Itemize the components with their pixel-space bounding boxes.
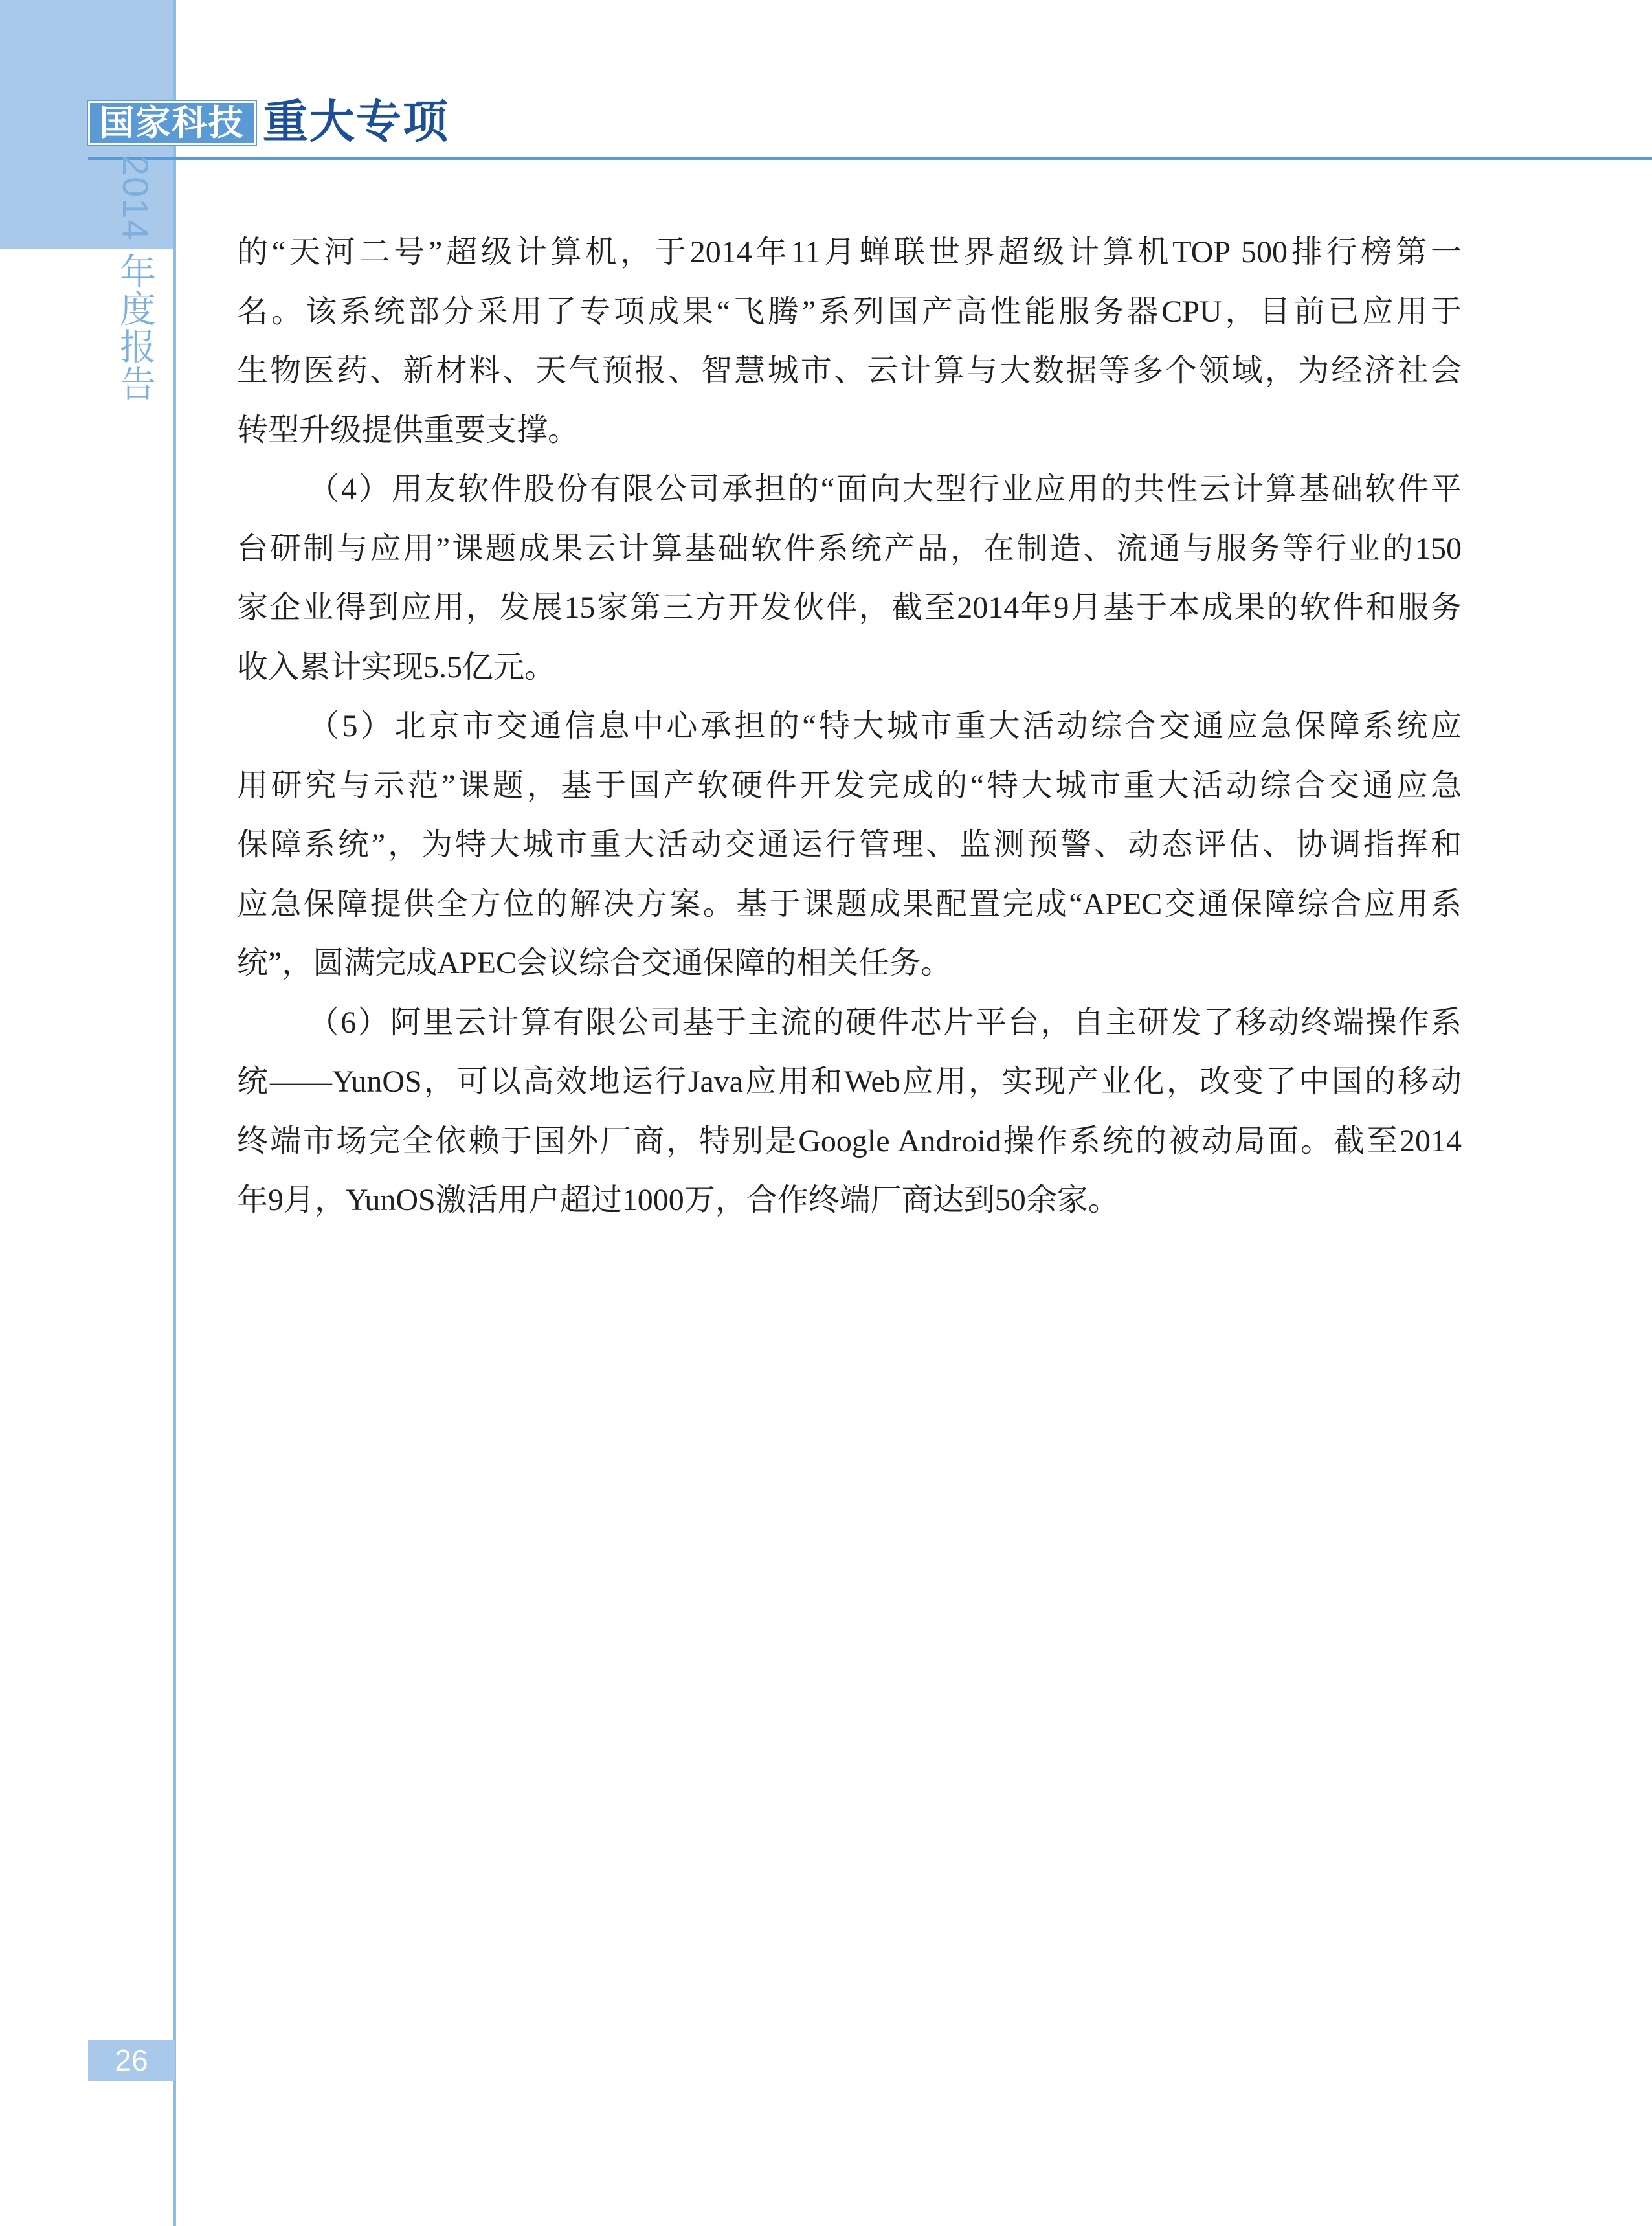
text-line: 的“天河二号”超级计算机，于2014年11月蝉联世界超级计算机TOP 500排行榜第一 xyxy=(237,235,1462,269)
text-line: 生物医药、新材料、天气预报、智慧城市、云计算与大数据等多个领域，为经济社会 xyxy=(237,354,1462,388)
paragraph-1 xyxy=(237,223,1462,460)
paragraph-2 xyxy=(237,460,1462,697)
text-line: 家企业得到应用，发展15家第三方开发伙伴，截至2014年9月基于本成果的软件和服务 xyxy=(237,590,1462,625)
text-line: 年9月，YunOS激活用户超过1000万，合作终端厂商达到50余家。 xyxy=(237,1183,1119,1217)
paragraph-3 xyxy=(237,697,1462,993)
body-text xyxy=(237,223,1462,1230)
text-line: 统——YunOS，可以高效地运行Java应用和Web应用，实现产业化，改变了中国的移动 xyxy=(237,1064,1462,1099)
text-line: 应急保障提供全方位的解决方案。基于课题成果配置完成“APEC交通保障综合应用系 xyxy=(237,886,1462,921)
page-number: 26 xyxy=(88,2040,175,2081)
header-rule xyxy=(88,157,1652,160)
text-line: 转型升级提供重要支撑。 xyxy=(237,412,579,447)
text-line: 统”，圆满完成APEC会议综合交通保障的相关任务。 xyxy=(237,946,952,980)
text-line: 用研究与示范”课题，基于国产软硬件开发完成的“特大城市重大活动综合交通应急 xyxy=(237,768,1462,803)
text-line: （5）北京市交通信息中心承担的“特大城市重大活动综合交通应急保障系统应 xyxy=(308,709,1462,743)
text-line: 名。该系统部分采用了专项成果“飞腾”系列国产高性能服务器CPU，目前已应用于 xyxy=(237,294,1462,329)
report-year-label: 2014 年度报告 xyxy=(115,155,156,403)
series-box-label: 国家科技 xyxy=(88,101,256,145)
text-line: 台研制与应用”课题成果云计算基础软件系统产品，在制造、流通与服务等行业的150 xyxy=(237,531,1462,566)
text-line: （6）阿里云计算有限公司基于主流的硬件芯片平台，自主研发了移动终端操作系 xyxy=(308,1005,1462,1040)
series-title: 重大专项 xyxy=(263,95,449,148)
sidebar-vertical-rule xyxy=(173,0,176,2226)
paragraph-4 xyxy=(237,993,1462,1230)
text-line: 收入累计实现5.5亿元。 xyxy=(237,649,556,684)
text-line: （4）用友软件股份有限公司承担的“面向大型行业应用的共性云计算基础软件平 xyxy=(308,472,1462,506)
text-line: 保障系统”，为特大城市重大活动交通运行管理、监测预警、动态评估、协调指挥和 xyxy=(237,827,1462,862)
text-line: 终端市场完全依赖于国外厂商，特别是Google Android操作系统的被动局面。截至2014 xyxy=(237,1123,1462,1158)
